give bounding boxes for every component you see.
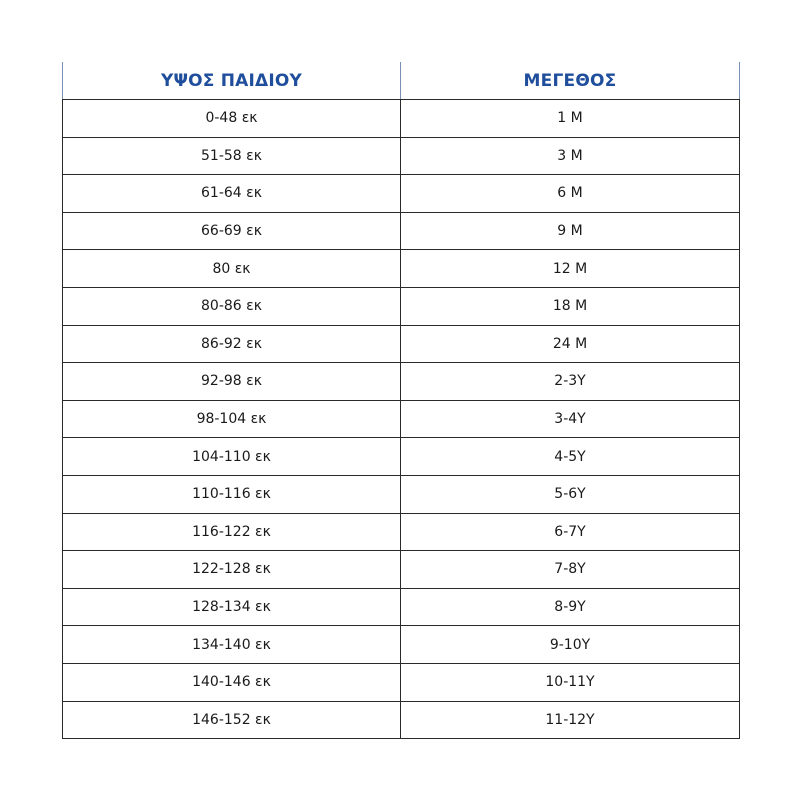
header-row [63, 62, 740, 100]
table-row [63, 551, 740, 589]
size-cell: 3 M [401, 137, 740, 175]
table-row [63, 250, 740, 288]
size-cell: 8-9Y [401, 588, 740, 626]
header-child-height: ΥΨΟΣ ΠΑΙΔΙΟΥ [63, 62, 401, 100]
size-cell: 6-7Y [401, 513, 740, 551]
table-row [63, 363, 740, 401]
height-cell: 61-64 εκ [63, 175, 401, 213]
size-cell: 1 M [401, 100, 740, 138]
height-cell: 140-146 εκ [63, 663, 401, 701]
size-cell: 2-3Y [401, 363, 740, 401]
size-cell: 12 M [401, 250, 740, 288]
size-cell: 24 M [401, 325, 740, 363]
size-cell: 9 M [401, 212, 740, 250]
height-cell: 134-140 εκ [63, 626, 401, 664]
size-cell: 5-6Y [401, 475, 740, 513]
table-row [63, 287, 740, 325]
table-row [63, 588, 740, 626]
height-cell: 122-128 εκ [63, 551, 401, 589]
size-cell: 3-4Y [401, 400, 740, 438]
header-size: ΜΕΓΕΘΟΣ [401, 62, 740, 100]
height-cell: 128-134 εκ [63, 588, 401, 626]
height-cell: 0-48 εκ [63, 100, 401, 138]
table-row [63, 663, 740, 701]
height-cell: 80-86 εκ [63, 287, 401, 325]
size-cell: 9-10Y [401, 626, 740, 664]
height-cell: 116-122 εκ [63, 513, 401, 551]
size-cell: 18 M [401, 287, 740, 325]
table-row [63, 438, 740, 476]
height-cell: 66-69 εκ [63, 212, 401, 250]
table-row [63, 137, 740, 175]
height-cell: 110-116 εκ [63, 475, 401, 513]
height-cell: 104-110 εκ [63, 438, 401, 476]
table-row [63, 701, 740, 739]
height-cell: 98-104 εκ [63, 400, 401, 438]
size-cell: 6 M [401, 175, 740, 213]
height-cell: 92-98 εκ [63, 363, 401, 401]
height-cell: 86-92 εκ [63, 325, 401, 363]
table-row [63, 325, 740, 363]
table-row [63, 400, 740, 438]
size-cell: 10-11Y [401, 663, 740, 701]
table-row [63, 475, 740, 513]
size-chart-table [62, 62, 740, 739]
table-row [63, 212, 740, 250]
table-row [63, 175, 740, 213]
table-row [63, 513, 740, 551]
table-row [63, 626, 740, 664]
height-cell: 51-58 εκ [63, 137, 401, 175]
height-cell: 146-152 εκ [63, 701, 401, 739]
size-cell: 4-5Y [401, 438, 740, 476]
size-cell: 7-8Y [401, 551, 740, 589]
table-row [63, 100, 740, 138]
height-cell: 80 εκ [63, 250, 401, 288]
size-cell: 11-12Y [401, 701, 740, 739]
